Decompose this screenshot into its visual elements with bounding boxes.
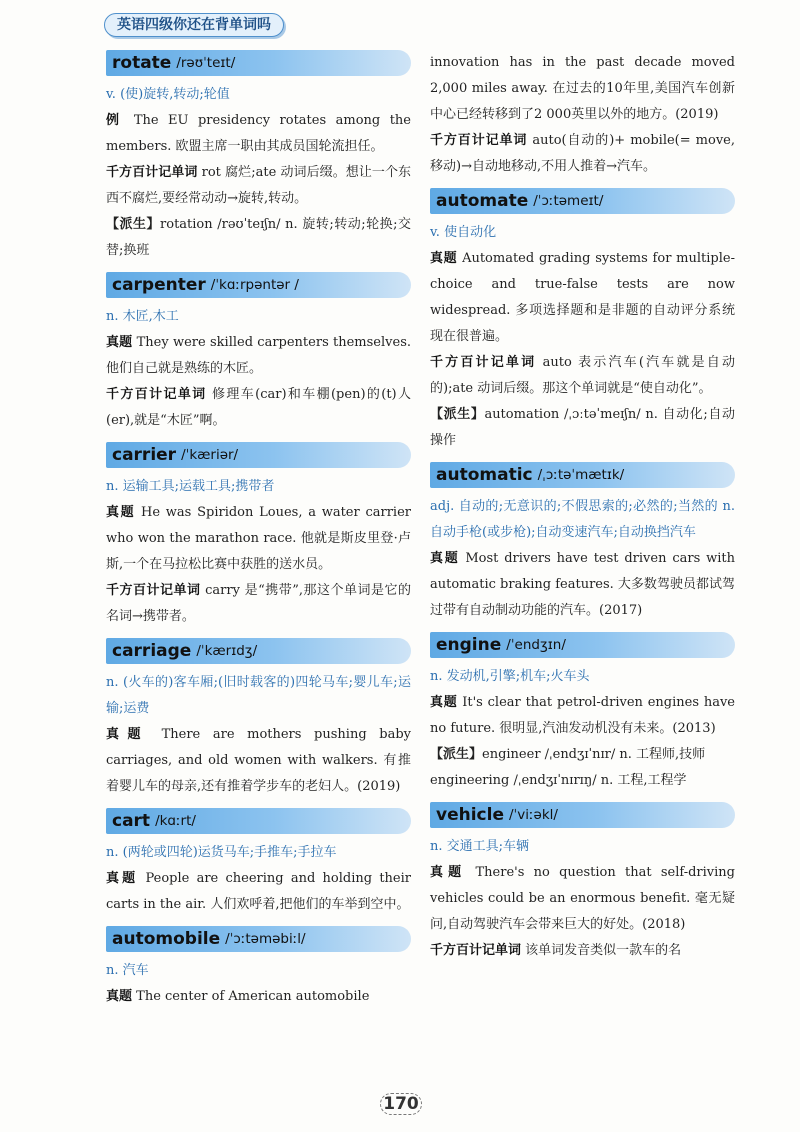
definition: v. 使自动化 [430, 225, 497, 240]
headword: automatic [436, 465, 533, 485]
left-column [106, 50, 411, 1018]
exam-example: 真题 He was Spiridon Loues, a water carrier who won the marathon race. 他就是斯皮里登·卢斯,一个在马拉松比赛中获胜的送水员。 [106, 505, 411, 572]
exam-example: 真题 It's clear that petrol-driven engines have no future. 很明显,汽油发动机没有未来。(2013) [430, 695, 735, 736]
definition: n. (两轮或四轮)运货马车;手推车;手拉车 [106, 845, 337, 860]
page-number: 170 [378, 1089, 424, 1119]
definition: v. (使)旋转,转动;轮值 [106, 87, 230, 102]
memory-tip: 千方百计记单词 该单词发音类似一款车的名 [430, 943, 682, 958]
exam-example: 真题 They were skilled carpenters themselves. 他们自己就是熟练的木匠。 [106, 335, 412, 376]
headword: carpenter [112, 275, 206, 295]
entry-automobile-continued [430, 50, 735, 180]
headword-bar [106, 808, 411, 834]
headword: carrier [112, 445, 177, 465]
phonetic: /ˌɔːtəˈmætɪk/ [537, 467, 625, 483]
memory-tip: 千方百计记单词 carry 是“携带”,那这个单词是它的名词→携带者。 [106, 583, 411, 624]
headword-bar [106, 926, 411, 952]
exam-example: 真题 People are cheering and holding their carts in the air. 人们欢呼着,把他们的车举到空中。 [106, 871, 411, 912]
headword: rotate [112, 53, 172, 73]
headword: engine [436, 635, 502, 655]
definition: n. 交通工具;车辆 [430, 839, 530, 854]
definition: n. 木匠,木工 [106, 309, 179, 324]
entry-cart [106, 808, 411, 918]
memory-tip: 千方百计记单词 修理车(car)和车棚(pen)的(t)人(er),就是“木匠”啊。 [106, 387, 411, 428]
memory-tip: 千方百计记单词 auto 表示汽车(汽车就是自动的);ate 动词后缀。那这个单词就是“使自动化”。 [430, 355, 735, 396]
phonetic: /ˈɔːtəməbiːl/ [225, 931, 306, 947]
entry-automatic [430, 462, 735, 624]
headword-bar [430, 462, 735, 488]
headword-bar [106, 272, 411, 298]
derivative: 【派生】automation /ˌɔːtəˈmeɪʃn/ n. 自动化;自动操作 [430, 407, 735, 448]
phonetic: /ˈkæriər/ [181, 447, 239, 463]
definition: n. 发动机,引擎;机车;火车头 [430, 669, 590, 684]
exam-example: 真题 Most drivers have test driven cars with automatic braking features. 大多数驾驶员都试驾过带有自动制动功能的汽车。(2017) [430, 551, 735, 618]
entry-carrier [106, 442, 411, 630]
headword: automobile [112, 929, 221, 949]
headword-bar [430, 632, 735, 658]
entry-automobile [106, 926, 411, 1010]
phonetic: /ˈɔːtəmeɪt/ [533, 193, 604, 209]
exam-example-continued: innovation has in the past decade moved 2,000 miles away. 在过去的10年里,美国汽车创新中心已经转移到了2 000英里以外的地方。(2019) [430, 55, 735, 122]
definition: n. 汽车 [106, 963, 149, 978]
entry-carpenter [106, 272, 411, 434]
headword: carriage [112, 641, 192, 661]
example: 例 The EU presidency rotates among the members. 欧盟主席一职由其成员国轮流担任。 [106, 113, 411, 154]
phonetic: /ˈkærɪdʒ/ [196, 643, 258, 659]
book-title-tag: 英语四级你还在背单词吗 [104, 13, 284, 37]
memory-tip: 千方百计记单词 rot 腐烂;ate 动词后缀。想让一个东西不腐烂,要经常动动→旋转,转动。 [106, 165, 412, 206]
phonetic: /ˈviːəkl/ [508, 807, 558, 823]
exam-example: 真题 There are mothers pushing baby carriages, and old women with walkers. 有推着婴儿车的母亲,还有推着学步车的老妇人。(2019) [106, 727, 411, 794]
headword-bar [106, 442, 411, 468]
exam-example: 真题 The center of American automobile [106, 989, 370, 1004]
headword: cart [112, 811, 151, 831]
headword-bar [106, 50, 411, 76]
entry-engine [430, 632, 735, 794]
phonetic: /rəʊˈteɪt/ [176, 55, 236, 71]
headword: automate [436, 191, 529, 211]
headword: vehicle [436, 805, 504, 825]
entry-carriage [106, 638, 411, 800]
derivative: 【派生】rotation /rəʊˈteɪʃn/ n. 旋转;转动;轮换;交替;换班 [106, 217, 411, 258]
headword-bar [106, 638, 411, 664]
headword-bar [430, 802, 735, 828]
exam-example: 真题 Automated grading systems for multiple-choice and true-false tests are now widespread. 多项选择题和是非题的自动评分系统现在很普遍。 [430, 251, 735, 344]
definition: n. 运输工具;运载工具;携带者 [106, 479, 275, 494]
derivative: 【派生】engineer /ˌendʒɪˈnɪr/ n. 工程师,技师 [430, 747, 706, 762]
entry-vehicle [430, 802, 735, 964]
definition: n. (火车的)客车厢;(旧时载客的)四轮马车;婴儿车;运输;运费 [106, 675, 411, 716]
memory-tip: 千方百计记单词 auto(自动的)+ mobile(= move,移动)→自动地移动,不用人推着→汽车。 [430, 133, 736, 174]
entry-automate [430, 188, 735, 454]
definition: adj. 自动的;无意识的;不假思索的;必然的;当然的 n. 自动手枪(或步枪);自动变速汽车;自动换挡汽车 [430, 499, 735, 540]
headword-bar [430, 188, 735, 214]
phonetic: /ˈendʒɪn/ [506, 637, 566, 653]
right-column [430, 50, 735, 972]
phonetic: /kɑːrt/ [155, 813, 196, 829]
phonetic: /ˈkɑːrpəntər / [210, 277, 299, 293]
entry-rotate [106, 50, 411, 264]
derivative-2: engineering /ˌendʒɪˈnɪrɪŋ/ n. 工程,工程学 [430, 773, 687, 788]
exam-example: 真题 There's no question that self-driving vehicles could be an enormous benefit. 毫无疑问,自动驾驶汽车会带来巨大的好处。(2018) [430, 865, 735, 932]
